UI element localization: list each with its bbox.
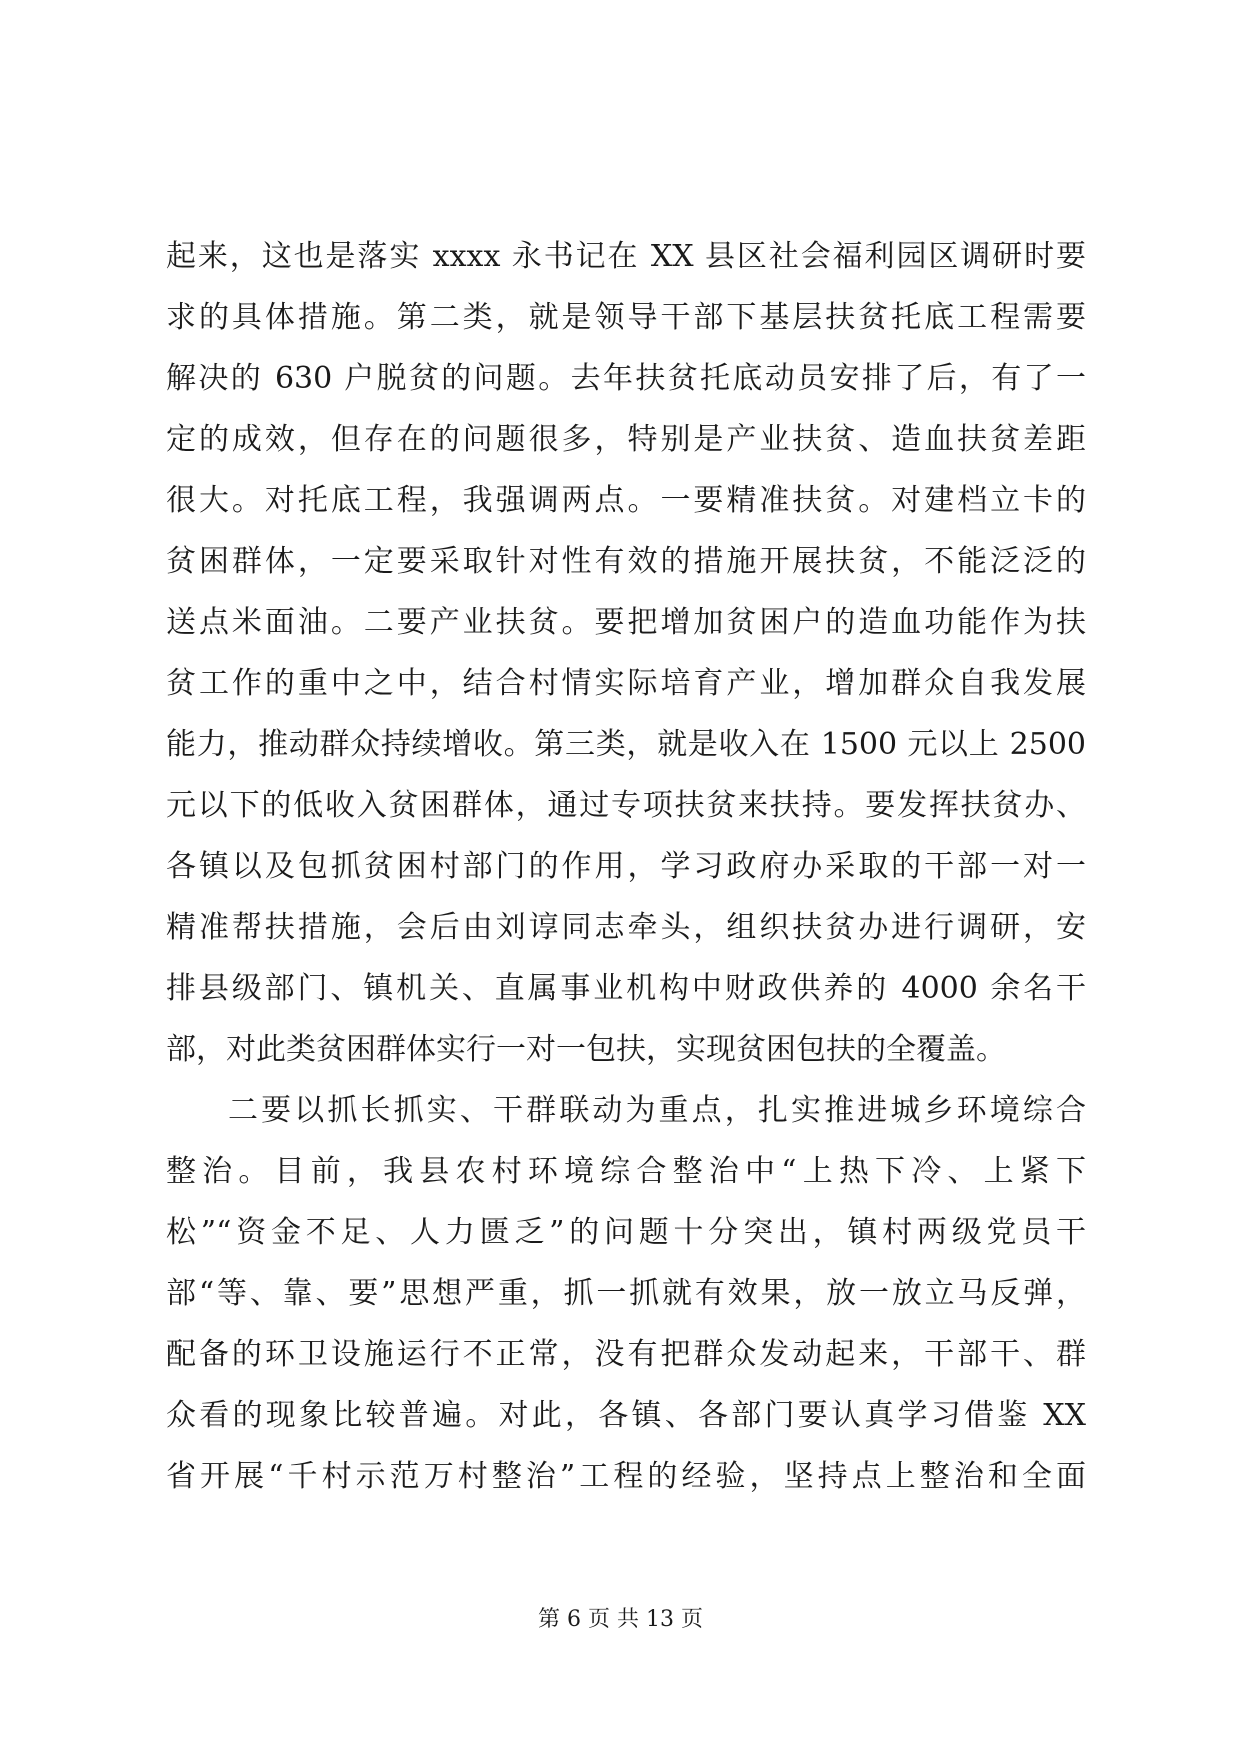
text-line: 能力，推动群众持续增收。第三类，就是收入在 1500 元以上 2500 [166,727,1086,762]
text-line: 送点米面油。二要产业扶贫。要把增加贫困户的造血功能作为扶 [166,605,1086,640]
text-line: 解决的 630 户脱贫的问题。去年扶贫托底动员安排了后，有了一 [166,361,1086,396]
paragraph-1 [166,226,1086,1080]
text-line: 配备的环卫设施运行不正常，没有把群众发动起来，干部干、群 [166,1337,1086,1372]
text-line: 贫工作的重中之中，结合村情实际培育产业，增加群众自我发展 [166,666,1086,701]
text-line: 元以下的低收入贫困群体，通过专项扶贫来扶持。要发挥扶贫办、 [166,788,1086,823]
text-line: 省开展“千村示范万村整治”工程的经验，坚持点上整治和全面 [166,1459,1086,1494]
text-line: 起来，这也是落实 xxxx 永书记在 XX 县区社会福利园区调研时要 [166,239,1086,274]
document-body [166,226,1086,1507]
text-line: 整治。目前，我县农村环境综合整治中“上热下冷、上紧下 [166,1154,1086,1189]
text-line: 排县级部门、镇机关、直属事业机构中财政供养的 4000 余名干 [166,971,1086,1006]
text-line: 各镇以及包抓贫困村部门的作用，学习政府办采取的干部一对一 [166,849,1086,884]
paragraph-2 [166,1080,1086,1507]
text-line: 求的具体措施。第二类，就是领导干部下基层扶贫托底工程需要 [166,300,1086,335]
text-line: 精准帮扶措施，会后由刘谆同志牵头，组织扶贫办进行调研，安 [166,910,1086,945]
text-line: 部，对此类贫困群体实行一对一包扶，实现贫困包扶的全覆盖。 [166,1032,1006,1067]
text-line: 众看的现象比较普遍。对此，各镇、各部门要认真学习借鉴 XX [166,1398,1086,1433]
text-line: 部“等、靠、要”思想严重，抓一抓就有效果，放一放立马反弹， [166,1276,1086,1311]
page-number-footer: 第 6 页 共 13 页 [538,1607,703,1632]
text-line: 定的成效，但存在的问题很多，特别是产业扶贫、造血扶贫差距 [166,422,1086,457]
text-line: 二要以抓长抓实、干群联动为重点，扎实推进城乡环境综合 [228,1093,1086,1128]
text-line: 很大。对托底工程，我强调两点。一要精准扶贫。对建档立卡的 [166,483,1086,518]
text-line: 松”“资金不足、人力匮乏”的问题十分突出，镇村两级党员干 [166,1215,1086,1250]
text-line: 贫困群体，一定要采取针对性有效的措施开展扶贫，不能泛泛的 [166,544,1086,579]
